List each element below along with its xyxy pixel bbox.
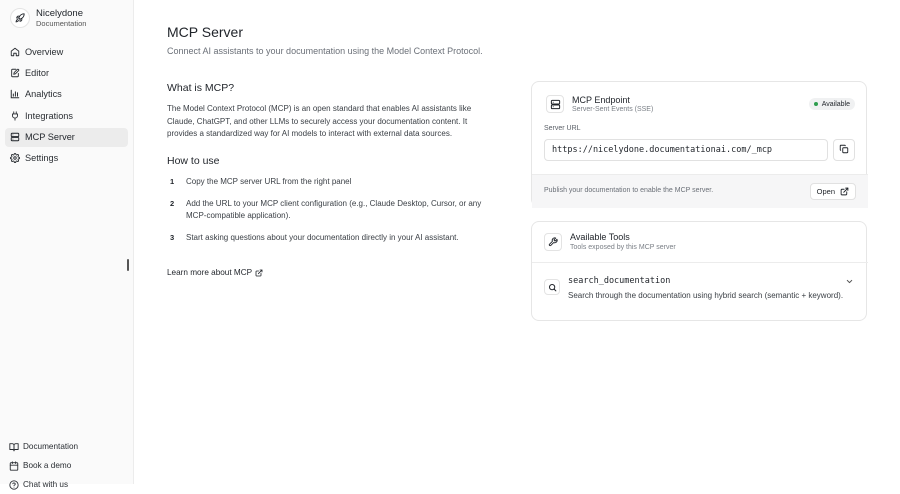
what-is-mcp-heading: What is MCP?: [167, 82, 235, 94]
endpoint-subtitle: Server-Sent Events (SSE): [572, 106, 654, 113]
sidebar-bottom-links: [9, 437, 78, 494]
tools-subtitle: Tools exposed by this MCP server: [570, 244, 676, 251]
page-title: MCP Server: [167, 24, 243, 40]
search-icon: [544, 279, 560, 295]
external-link-icon: [840, 187, 849, 196]
sidebar-item-label: Integrations: [25, 110, 74, 121]
server-url-label: Server URL: [544, 125, 581, 132]
book-icon: [9, 442, 19, 452]
mcp-endpoint-card: [531, 81, 867, 207]
rocket-icon: [10, 8, 30, 28]
home-icon: [10, 47, 20, 57]
documentation-link-label: Documentation: [23, 442, 79, 451]
step-text: Start asking questions about your documentation directly in your AI assistant.: [186, 232, 459, 242]
sidebar-item-overview[interactable]: [5, 42, 128, 61]
step-number: 2: [170, 198, 175, 208]
plug-icon: [10, 111, 20, 121]
sidebar-item-label: Editor: [25, 67, 50, 78]
step-item: [167, 198, 497, 223]
chat-link[interactable]: [9, 475, 78, 494]
step-text: Copy the MCP server URL from the right panel: [186, 177, 352, 186]
sidebar-item-label: Settings: [25, 153, 59, 164]
copy-url-button[interactable]: [833, 139, 855, 161]
open-button[interactable]: [810, 183, 856, 200]
book-demo-link[interactable]: [9, 456, 78, 475]
file-edit-icon: [10, 68, 20, 78]
sidebar-item-label: MCP Server: [25, 132, 75, 143]
step-item: [167, 176, 497, 189]
sidebar-item-label: Analytics: [25, 89, 62, 100]
sidebar-resize-handle[interactable]: [127, 259, 129, 271]
steps-list: [167, 176, 497, 253]
tool-name: search_documentation: [568, 276, 671, 286]
sidebar-nav: [5, 42, 128, 170]
calendar-icon: [9, 461, 19, 471]
page-subtitle: Connect AI assistants to your documentation using the Model Context Protocol.: [167, 46, 483, 56]
tool-description: Search through the documentation using hybrid search (semantic + keyword).: [568, 291, 844, 300]
sidebar-item-label: Overview: [25, 46, 64, 57]
brand-subtitle: Documentation: [36, 19, 87, 28]
external-link-icon: [255, 269, 263, 277]
help-circle-icon: [9, 480, 19, 490]
status-dot: [814, 102, 818, 106]
copy-icon: [839, 144, 849, 156]
chevron-down-icon[interactable]: [845, 277, 854, 286]
learn-more-link[interactable]: [167, 268, 263, 277]
chat-link-label: Chat with us: [23, 480, 69, 489]
documentation-link[interactable]: [9, 437, 78, 456]
server-url-field[interactable]: https://nicelydone.documentationai.com/_mcp: [544, 139, 828, 161]
sidebar-item-mcp-server[interactable]: [5, 128, 128, 147]
divider: [532, 262, 868, 263]
status-badge: [809, 98, 855, 110]
sidebar-item-analytics[interactable]: [5, 85, 128, 104]
step-number: 1: [170, 177, 175, 186]
available-tools-card: [531, 221, 867, 321]
brand-name: Nicelydone: [36, 8, 83, 19]
sidebar-item-editor[interactable]: [5, 63, 128, 82]
sidebar-item-integrations[interactable]: [5, 106, 128, 125]
open-button-label: Open: [816, 187, 835, 196]
gear-icon: [10, 153, 20, 163]
server-icon: [546, 95, 564, 113]
step-number: 3: [170, 232, 175, 242]
step-text: Add the URL to your MCP client configuration (e.g., Claude Desktop, Cursor, or any MCP-compatible application).: [186, 198, 482, 220]
bar-chart-icon: [10, 89, 20, 99]
learn-more-label: Learn more about MCP: [167, 268, 253, 277]
endpoint-footer-text: Publish your documentation to enable the MCP server.: [544, 187, 714, 194]
brand[interactable]: [10, 8, 86, 28]
endpoint-title: MCP Endpoint: [572, 95, 630, 105]
what-is-mcp-body: The Model Context Protocol (MCP) is an open standard that enables AI assistants like Claude, ChatGPT, and other LLMs to securely access your documentation content. It provides a standardized way for AI models to interact with external data sources.: [167, 104, 472, 138]
sidebar-item-settings[interactable]: [5, 149, 128, 168]
tools-title: Available Tools: [570, 232, 630, 242]
status-badge-label: Available: [821, 100, 850, 108]
book-demo-link-label: Book a demo: [23, 461, 72, 470]
step-item: [167, 232, 497, 245]
endpoint-footer: [532, 174, 868, 208]
server-icon: [10, 132, 20, 142]
wrench-icon: [544, 233, 562, 251]
sidebar: [0, 0, 134, 489]
how-to-use-heading: How to use: [167, 155, 220, 167]
